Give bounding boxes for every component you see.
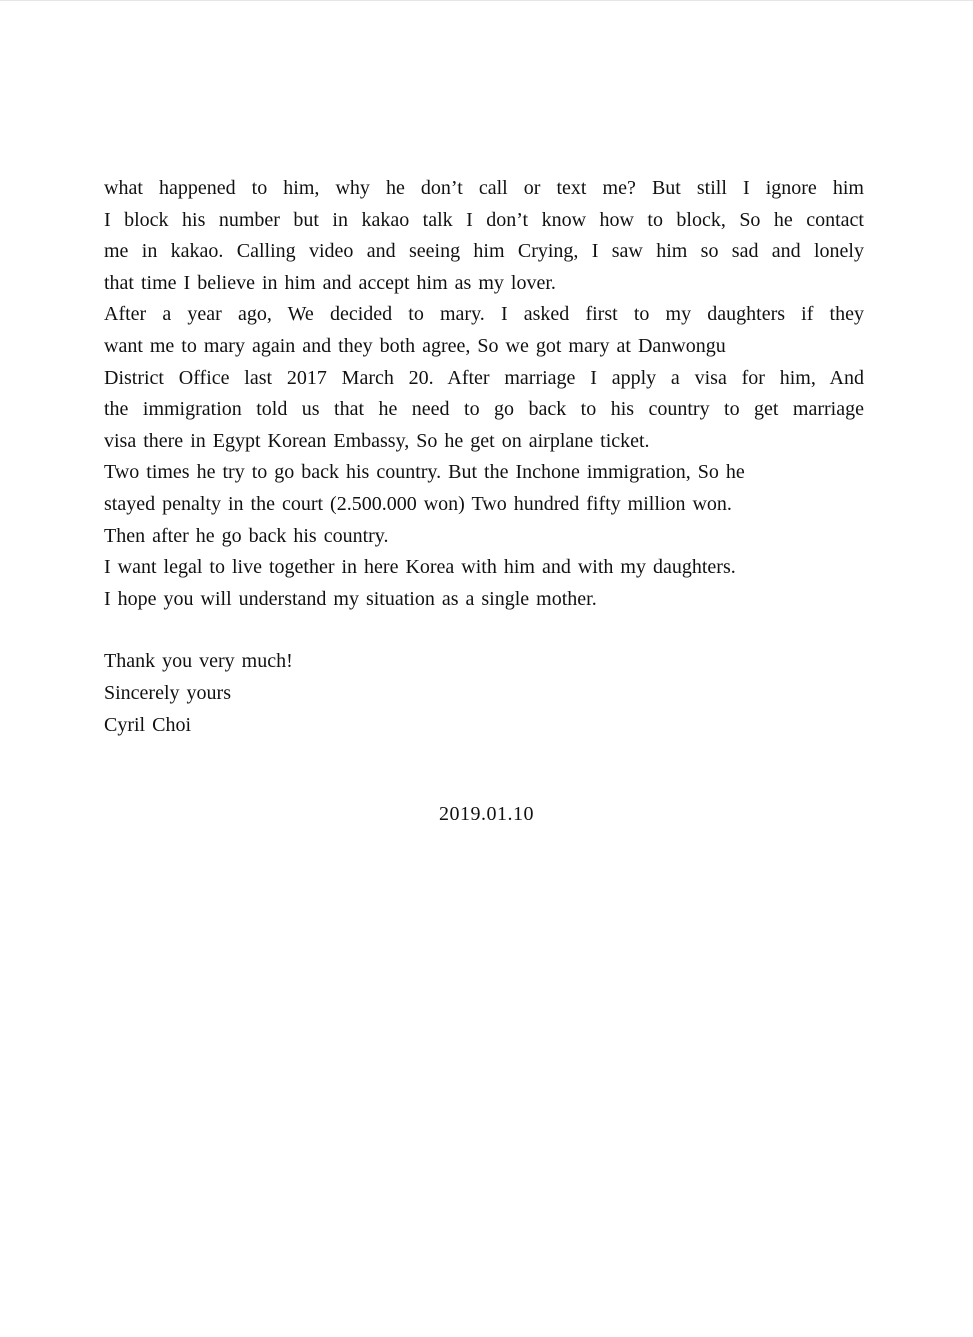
letter-line: stayed penalty in the court (2.500.000 won) Two hundred fifty million won. <box>104 492 732 515</box>
letter-line: After a year ago, We decided to mary. I asked first to my daughters if they <box>104 303 864 326</box>
letter-date: 2019.01.10 <box>439 803 534 825</box>
letter-line: I hope you will understand my situation as a single mother. <box>104 587 597 610</box>
letter-line: Two times he try to go back his country. But the Inchone immigration, So he <box>104 461 745 484</box>
letter-line: I block his number but in kakao talk I don’t know how to block, So he contact <box>104 208 864 231</box>
letter-line: Then after he go back his country. <box>104 524 389 547</box>
letter-line: the immigration told us that he need to go back to his country to get marriage <box>104 398 864 421</box>
letter-line: visa there in Egypt Korean Embassy, So he get on airplane ticket. <box>104 429 650 452</box>
letter-line: me in kakao. Calling video and seeing him Crying, I saw him so sad and lonely <box>104 240 864 263</box>
letter-line: I want legal to live together in here Korea with him and with my daughters. <box>104 556 736 579</box>
letter-closing <box>104 646 864 741</box>
letter-line: that time I believe in him and accept him as my lover. <box>104 271 556 294</box>
letter-body <box>104 173 864 741</box>
letter-line: District Office last 2017 March 20. After marriage I apply a visa for him, And <box>104 366 864 389</box>
closing-sign-off: Sincerely yours <box>104 681 231 704</box>
letter-line: want me to mary again and they both agree, So we got mary at Danwongu <box>104 334 726 357</box>
letter-line: what happened to him, why he don’t call or text me? But still I ignore him <box>104 177 864 199</box>
paragraph-gap <box>104 615 864 646</box>
signer-name: Cyril Choi <box>104 713 192 736</box>
closing-thanks: Thank you very much! <box>104 650 293 673</box>
